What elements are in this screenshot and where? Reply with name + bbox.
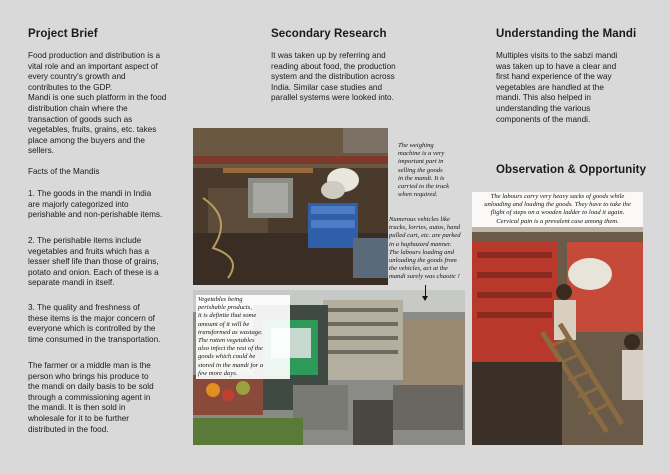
- secondary-research-body: It was taken up by referring and reading about food, the production system and the distribution across India. Similar case studies and parallel systems were looked into.: [271, 51, 396, 103]
- mandi-weighing-photo: [193, 128, 388, 285]
- secondary-research-heading: Secondary Research: [271, 28, 387, 40]
- understanding-mandi-heading: Understanding the Mandi: [496, 28, 637, 40]
- caption-vehicles: Numerous vehicles like trucks, lorries, autos, hand pulled cart, etc. are parked in a haphazard manner. The labours loading and unloading the goods from the vehicles, act at the mandi surely was chaotic !: [389, 216, 461, 281]
- caption-labours: The labours carry very heavy sacks of goods while unloading and loading the goods. They have to take the flight of steps on a wooden ladder to load it again. Cervical pain is a prevalent case among them.: [472, 192, 643, 227]
- understanding-mandi-body: Multiples visits to the sabzi mandi was taken up to have a clear and first hand experience of the way vegetables are handled at the mandi. This also helped in understanding the various components of the mandi.: [496, 51, 618, 124]
- project-brief-heading: Project Brief: [28, 28, 98, 40]
- fact-3: 3. The quality and freshness of these items is the major concern of everyone which is controlled by the time consumed in the transportation.: [28, 303, 161, 344]
- facts-title: Facts of the Mandis: [28, 167, 100, 176]
- fact-1: 1. The goods in the mandi in India are majorly categorized into perishable and non-perishable items.: [28, 189, 163, 220]
- arrow-down-icon: [425, 285, 426, 297]
- caption-vegetables: Vegetables being perishable products, it is definite that some amount of it will be transformed as wastage. The rotten vegetables also infect the rest of the goods which could be stored in the mandi for a few more days.: [196, 295, 290, 379]
- mandi-labour-photo: [472, 192, 643, 445]
- fact-2: 2. The perishable items include vegetables and fruits which has a lesser shelf life than those of grains, potato and onion. Each of these is a separate mandi in itself.: [28, 236, 159, 288]
- project-brief-intro: Food production and distribution is a vital role and an important aspect of every country's growth and contributes to the GDP. Mandi is one such platform in the food distribution chain where the transaction of goods such as vegetables, fruits, grains, etc. takes place among the buyers and the sellers.: [28, 51, 167, 156]
- farmer-paragraph: The farmer or a middle man is the person who brings his produce to the mandi on daily basis to be sold through a commissioning agent in the mandi. It is then sold in wholesale for it to be further distributed in the food.: [28, 361, 154, 434]
- observation-opportunity-heading: Observation & Opportunity: [496, 164, 647, 176]
- caption-weighing-machine: The weighing machine is a very important part in selling the goods in the mandi. It is carried to the truck when required.: [398, 142, 450, 199]
